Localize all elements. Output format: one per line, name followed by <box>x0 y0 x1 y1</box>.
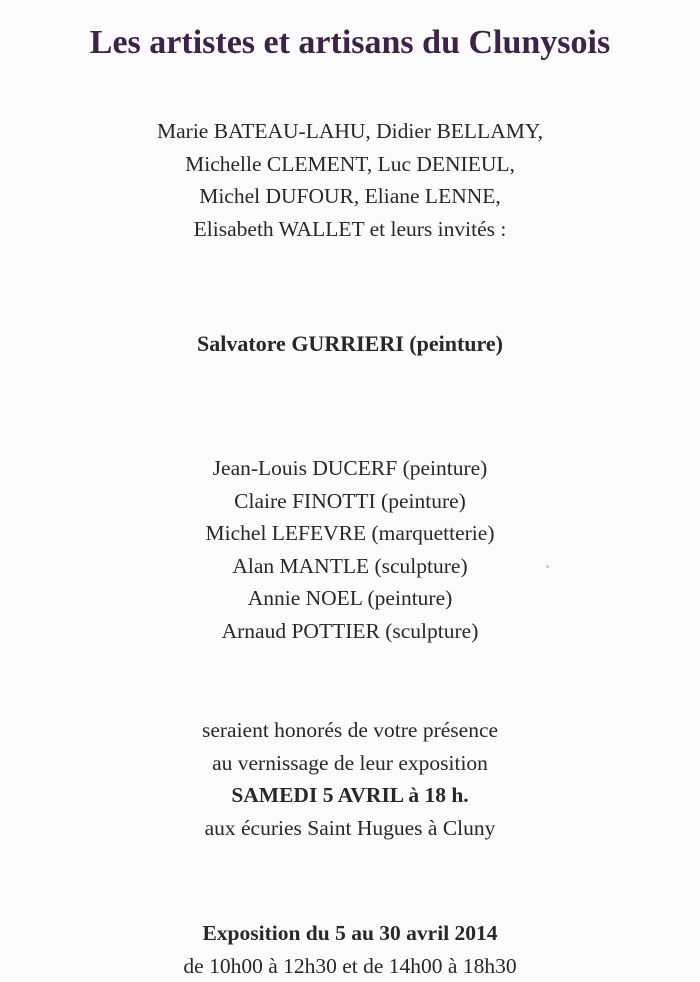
vernissage-date: SAMEDI 5 AVRIL à 18 h. <box>231 783 469 807</box>
hosts-line: Marie BATEAU-LAHU, Didier BELLAMY, <box>157 119 543 143</box>
guest-item: Annie NOEL (peinture) <box>247 586 453 610</box>
hosts-list <box>0 115 700 245</box>
hosts-line: Elisabeth WALLET et leurs invités : <box>193 216 507 241</box>
vernissage-location: aux écuries Saint Hugues à Cluny <box>204 815 496 840</box>
exhibition-dates: Exposition du 5 au 30 avril 2014 <box>202 921 498 945</box>
invitation-line: seraient honorés de votre présence <box>201 718 499 742</box>
featured-guest: Salvatore GURRIERI (peinture) <box>197 331 503 356</box>
page-title: Les artistes et artisans du Clunysois <box>89 24 611 61</box>
hosts-line: Michel DUFOUR, Eliane LENNE, <box>199 184 501 208</box>
exhibition-info <box>0 917 700 982</box>
hosts-line: Michelle CLEMENT, Luc DENIEUL, <box>185 151 515 176</box>
guest-item: Arnaud POTTIER (sculpture) <box>221 618 479 643</box>
guest-item: Alan MANTLE (sculpture) <box>232 553 468 578</box>
guest-item: Michel LEFEVRE (marquetterie) <box>205 521 495 545</box>
guest-item: Claire FINOTTI (peinture) <box>234 488 466 513</box>
invitation-text <box>0 714 700 844</box>
guests-list <box>0 452 700 647</box>
paper-speck <box>546 565 549 568</box>
invitation-line: au vernissage de leur exposition <box>212 750 488 775</box>
exhibition-hours: de 10h00 à 12h30 et de 14h00 à 18h30 <box>183 953 517 978</box>
guest-item: Jean-Louis DUCERF (peinture) <box>212 456 488 480</box>
